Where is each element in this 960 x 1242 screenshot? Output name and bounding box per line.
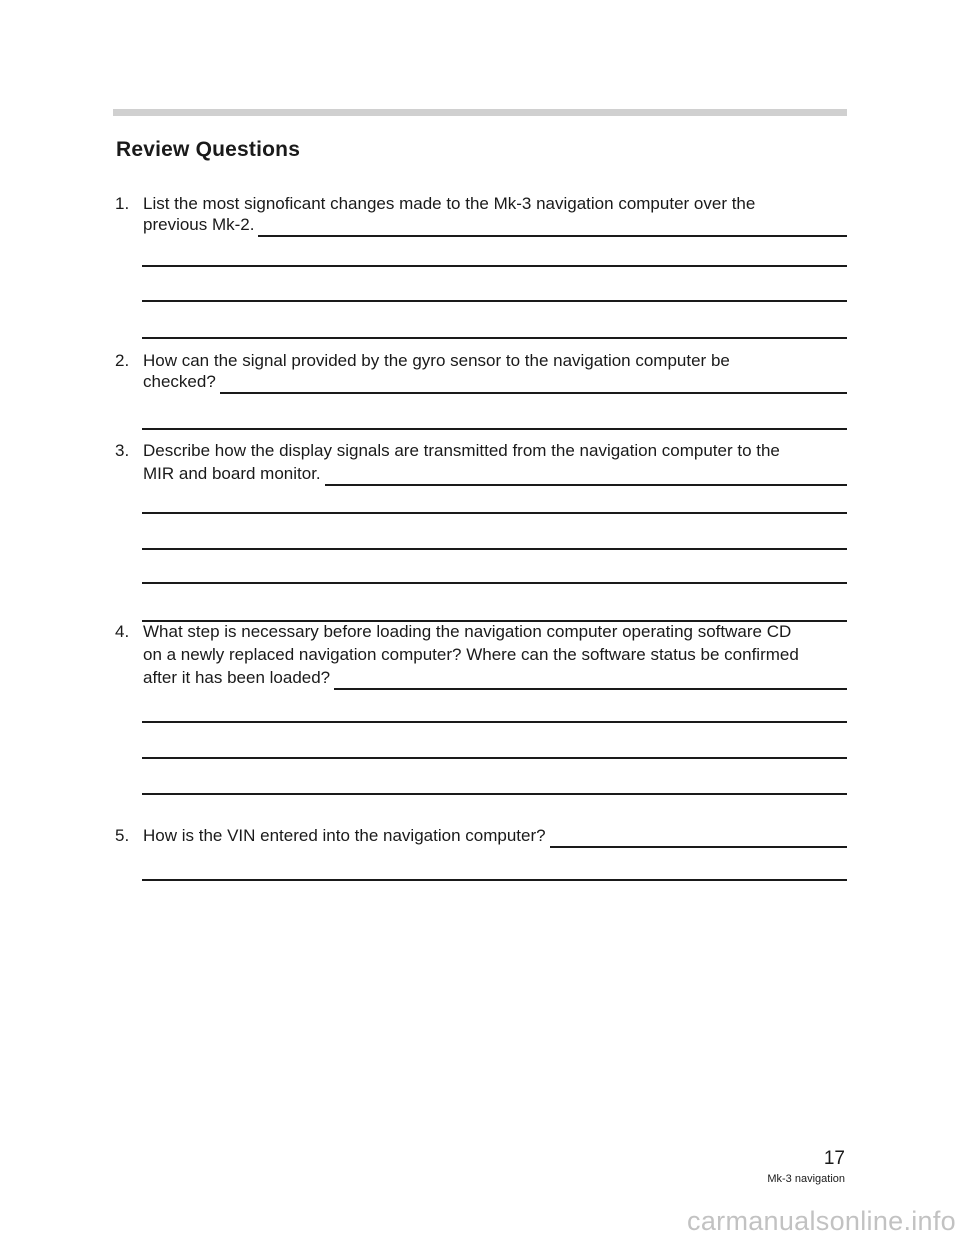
- question-text-line: MIR and board monitor.: [143, 464, 321, 483]
- question-4: [115, 620, 847, 644]
- question-text-line: How is the VIN entered into the navigation computer?: [143, 826, 546, 845]
- question-4-continued: [143, 666, 847, 690]
- answer-line[interactable]: [142, 879, 847, 881]
- question-2-continued: [143, 370, 847, 394]
- answer-line[interactable]: [142, 428, 847, 430]
- watermark: carmanualsonline.info: [687, 1206, 956, 1236]
- footer-label: Mk-3 navigation: [767, 1173, 845, 1185]
- question-text-line: checked?: [143, 372, 216, 391]
- question-text-line: List the most signoficant changes made to the Mk-3 navigation computer over the: [143, 194, 756, 213]
- question-text-line: after it has been loaded?: [143, 668, 331, 687]
- question-number: 2.: [115, 351, 130, 370]
- question-number: 1.: [115, 194, 130, 213]
- page-number: 17: [823, 1148, 845, 1169]
- question-5: [115, 824, 847, 848]
- section-divider-bar: [113, 109, 847, 116]
- answer-blank[interactable]: [258, 235, 847, 237]
- question-number: 4.: [115, 622, 130, 641]
- question-text-line: Describe how the display signals are transmitted from the navigation computer to the: [143, 441, 780, 460]
- question-text-line: on a newly replaced navigation computer? Where can the software status be confirmed: [143, 645, 799, 664]
- answer-line[interactable]: [142, 582, 847, 584]
- answer-line[interactable]: [142, 265, 847, 267]
- question-3: [115, 439, 847, 463]
- answer-line[interactable]: [142, 512, 847, 514]
- question-1-continued: [143, 213, 847, 237]
- question-text-line: previous Mk-2.: [143, 215, 255, 234]
- answer-line[interactable]: [142, 793, 847, 795]
- question-number: 5.: [115, 826, 130, 845]
- question-4-continued: [143, 643, 847, 667]
- question-number: 3.: [115, 441, 130, 460]
- answer-line[interactable]: [142, 548, 847, 550]
- question-text-line: How can the signal provided by the gyro sensor to the navigation computer be: [143, 351, 730, 370]
- answer-line[interactable]: [142, 300, 847, 302]
- answer-blank[interactable]: [334, 688, 847, 690]
- answer-line[interactable]: [142, 721, 847, 723]
- answer-blank[interactable]: [325, 484, 847, 486]
- page-title: Review Questions: [116, 138, 301, 161]
- answer-line[interactable]: [142, 337, 847, 339]
- answer-line[interactable]: [142, 757, 847, 759]
- answer-blank[interactable]: [220, 392, 847, 394]
- question-3-continued: [143, 462, 847, 486]
- answer-blank[interactable]: [550, 846, 847, 848]
- question-text-line: What step is necessary before loading the navigation computer operating software CD: [143, 622, 792, 641]
